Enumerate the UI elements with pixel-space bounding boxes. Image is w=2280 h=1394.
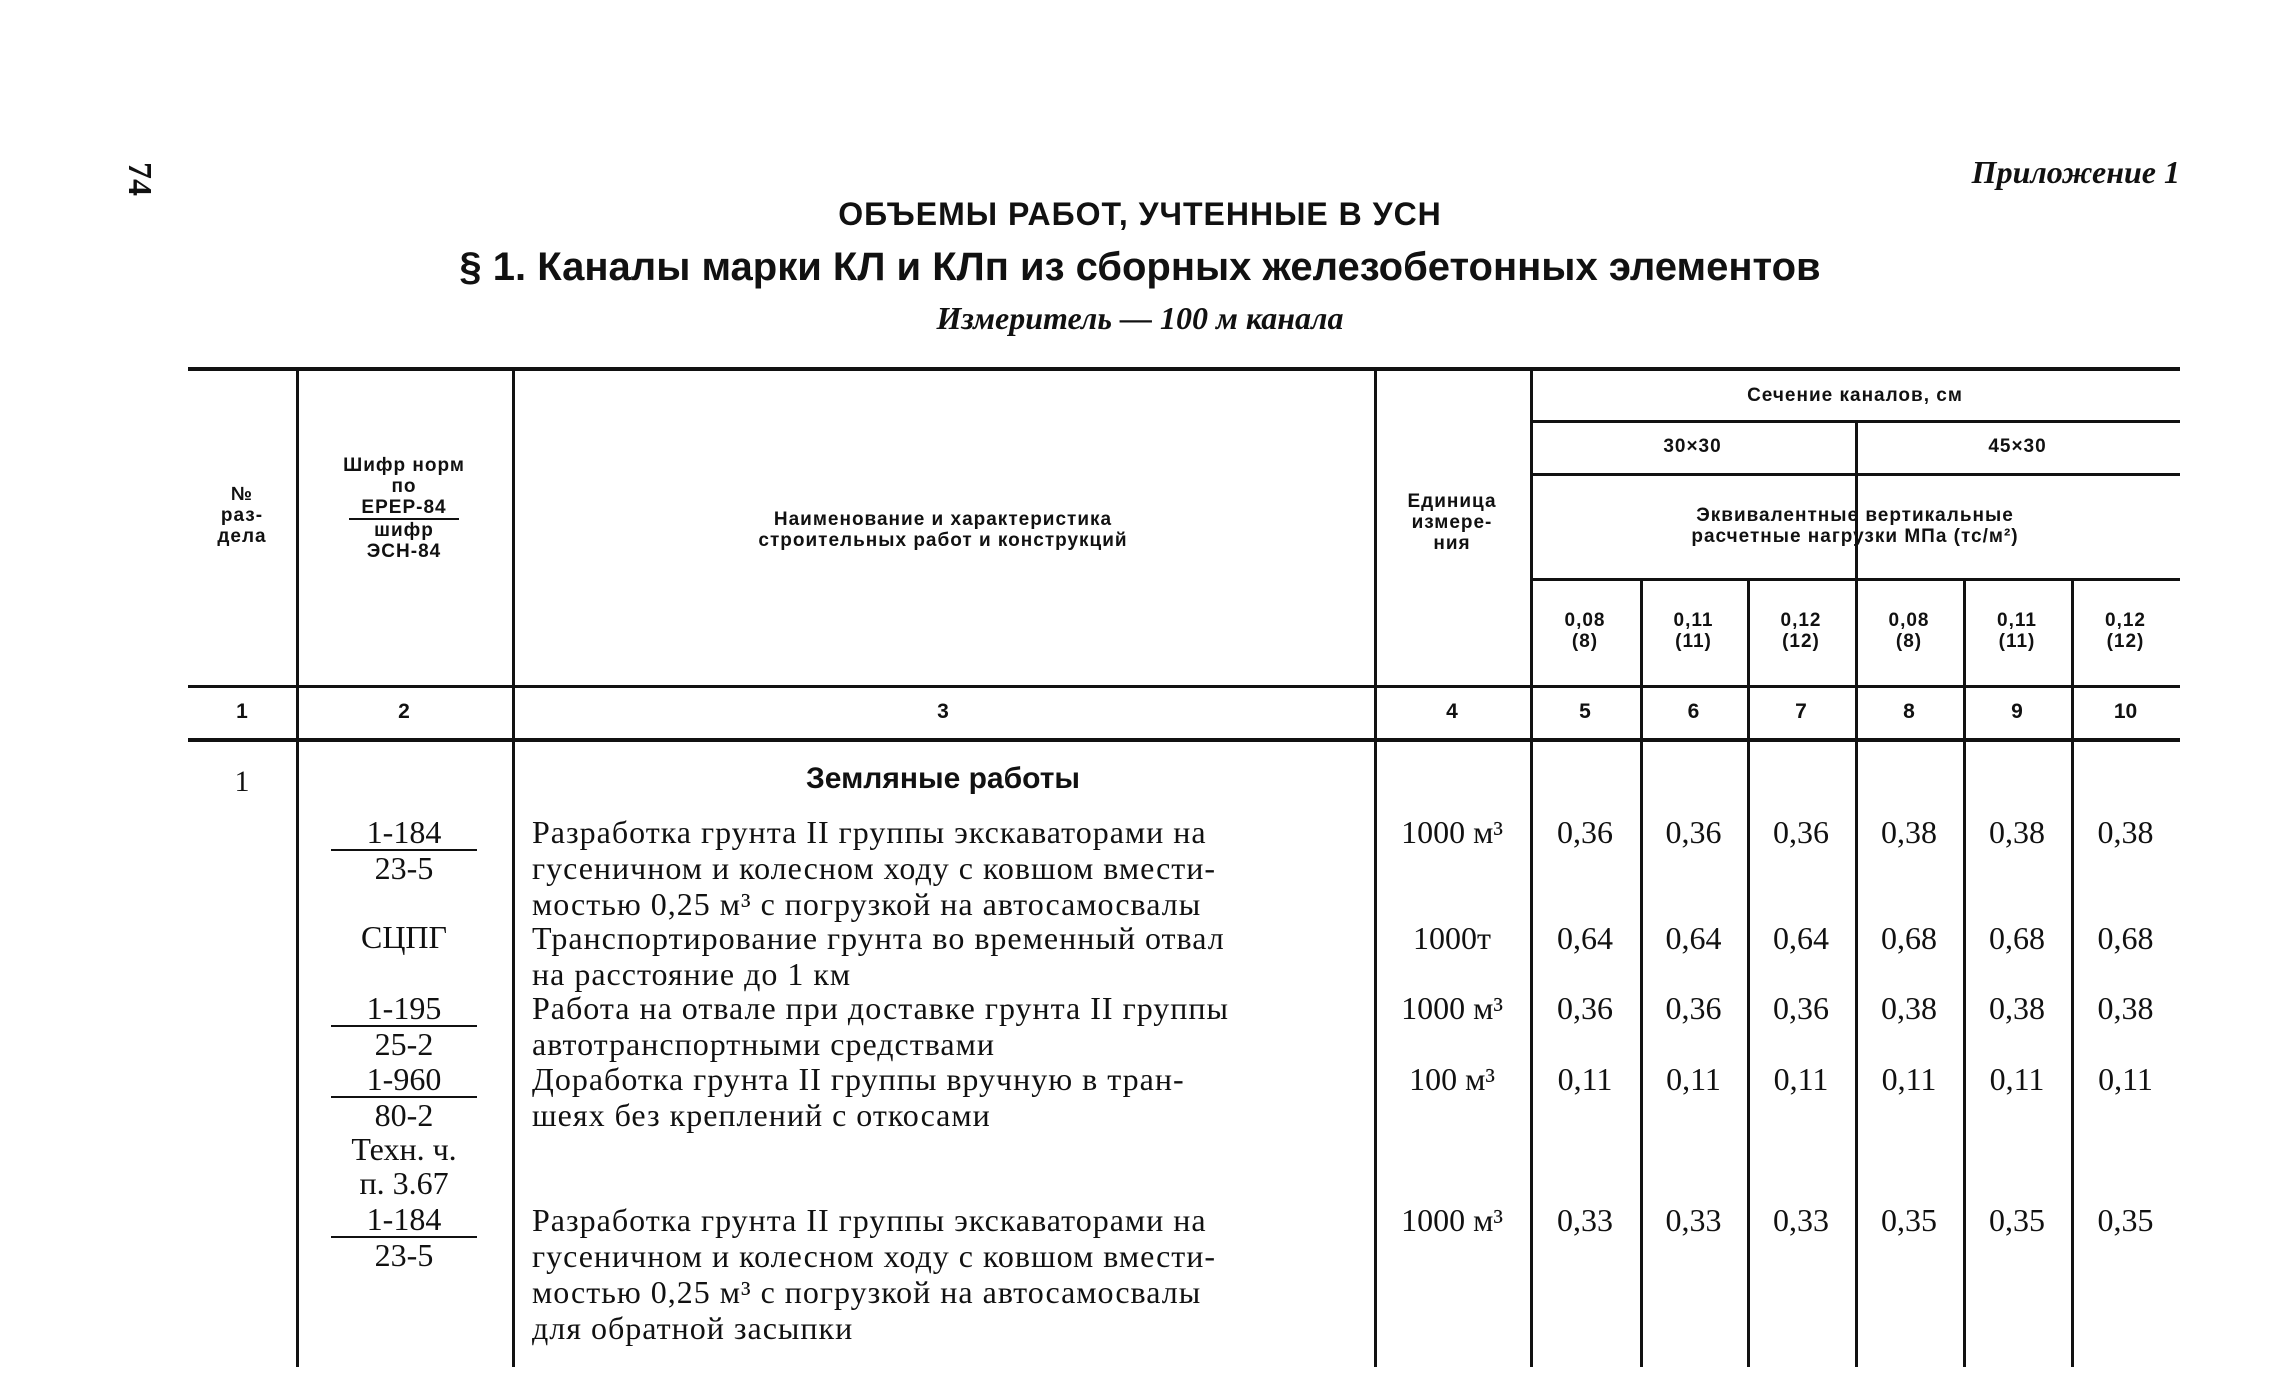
col-number: 9 (2011, 700, 2023, 723)
rule-header-bottom (188, 685, 2180, 688)
table-row-unit: 1000 м³ (1401, 990, 1503, 1026)
table-row-unit: 1000 м³ (1401, 1202, 1503, 1238)
table-row-value: 0,64 (1665, 920, 1722, 956)
table-row-value: 0,11 (2098, 1061, 2153, 1097)
header-unit: Единица измере- ния (1407, 491, 1497, 554)
load-header-3: 0,12 (12) (1780, 610, 1822, 652)
header-size-45x30: 45×30 (1988, 436, 2047, 457)
col-number: 10 (2113, 700, 2138, 723)
section-number: 1 (234, 765, 250, 798)
col-number: 4 (1446, 700, 1458, 723)
table-row-value: 0,35 (1989, 1202, 2045, 1238)
table-row-value: 0,36 (1773, 814, 1829, 850)
table-row-value: 0,36 (1557, 990, 1613, 1026)
table-row-value: 0,64 (1557, 920, 1613, 956)
table-row-value: 0,33 (1773, 1202, 1829, 1238)
col-divider-8 (1963, 578, 1966, 1367)
col-divider-5 (1640, 578, 1643, 1367)
table-row-value: 0,35 (1881, 1202, 1937, 1238)
table-row-value: 0,64 (1773, 920, 1829, 956)
table-row-value: 0,38 (1881, 814, 1937, 850)
load-header-6: 0,12 (12) (2105, 610, 2146, 652)
table-row-value: 0,68 (1881, 920, 1937, 956)
table-row-value: 0,36 (1557, 814, 1613, 850)
measure-unit-note: Измеритель — 100 м канала (936, 300, 1344, 336)
table-row-code: 1-184 23-5 (296, 815, 512, 885)
header-size-30x30: 30×30 (1663, 436, 1722, 457)
load-header-1: 0,08 (8) (1564, 610, 1606, 652)
section-name: Земляные работы (805, 762, 1081, 795)
col-number: 7 (1795, 700, 1807, 723)
col-divider-6 (1747, 578, 1750, 1367)
table-row-value: 0,11 (1989, 1061, 2045, 1097)
table-row-description: Разработка грунта II группы экскаваторами на гусеничном и колесном ходу с ковшом вмести- мостью 0,25 м³ с погрузкой на автосамосвалы для обратной засыпки (532, 1202, 1217, 1346)
col-number: 5 (1579, 700, 1591, 723)
table-row-description: Транспортирование грунта во временный отвал на расстояние до 1 км (532, 920, 1225, 992)
table-row-value: 0,33 (1665, 1202, 1722, 1238)
header-work-name: Наименование и характеристика строительных работ и конструкций (758, 509, 1128, 551)
load-header-2: 0,11 (11) (1673, 610, 1714, 652)
header-load-label: Эквивалентные вертикальные расчетные нагрузки МПа (тс/м²) (1691, 505, 2019, 547)
header-code: Шифр норм по ЕРЕР-84 шифр ЭСН-84 (343, 455, 465, 562)
table-row-value: 0,38 (2097, 990, 2154, 1026)
col-number: 6 (1687, 700, 1700, 723)
document-heading: ОБЪЕМЫ РАБОТ, УЧТЕННЫЕ В УСН (838, 196, 1442, 232)
table-row-description: Работа на отвале при доставке грунта II группы автотранспортными средствами (532, 990, 1230, 1062)
table-row-value: 0,38 (2097, 814, 2154, 850)
section-title: § 1. Каналы марки КЛ и КЛп из сборных железобетонных элементов (459, 245, 1821, 289)
col-number: 1 (236, 700, 248, 723)
table-row-value: 0,38 (1989, 814, 2045, 850)
appendix-label: Приложение 1 (1971, 154, 2180, 190)
rule-col-numbers (188, 738, 2180, 742)
table-top-rule (188, 367, 2180, 371)
table-row-code: 1-960 80-2 Техн. ч. п. 3.67 (296, 1062, 512, 1200)
table-row-description: Разработка грунта II группы экскаваторами на гусеничном и колесном ходу с ковшом вмести- мостью 0,25 м³ с погрузкой на автосамосвалы (532, 814, 1217, 922)
table-row-value: 0,68 (1989, 920, 2045, 956)
table-row-value: 0,33 (1557, 1202, 1613, 1238)
table-row-value: 0,38 (1881, 990, 1937, 1026)
table-row-value: 0,36 (1665, 990, 1722, 1026)
table-row-value: 0,68 (2097, 920, 2154, 956)
col-number: 8 (1903, 700, 1915, 723)
table-row-unit: 1000т (1413, 920, 1491, 956)
table-row-value: 0,11 (1773, 1061, 1829, 1097)
table-row-value: 0,38 (1989, 990, 2045, 1026)
col-divider-9 (2071, 578, 2074, 1367)
table-row-code: СЦПГ (360, 919, 448, 955)
table-row-value: 0,11 (1881, 1061, 1937, 1097)
table-row-description: Доработка грунта II группы вручную в тран- шеях без креплений с откосами (532, 1061, 1185, 1133)
header-section-no: № раз- дела (217, 484, 267, 547)
col-number: 3 (937, 700, 949, 723)
table-row-code: 1-184 23-5 (296, 1202, 512, 1272)
table-row-unit: 100 м³ (1409, 1061, 1495, 1097)
table-row-code: 1-195 25-2 (296, 991, 512, 1061)
table-row-value: 0,11 (1666, 1061, 1721, 1097)
table-row-value: 0,36 (1773, 990, 1829, 1026)
col-number: 2 (398, 700, 410, 723)
table-row-value: 0,35 (2097, 1202, 2154, 1238)
table-row-value: 0,36 (1665, 814, 1722, 850)
header-section-group: Сечение каналов, см (1747, 385, 1963, 406)
load-header-5: 0,11 (11) (1997, 610, 2037, 652)
table-row-value: 0,11 (1557, 1061, 1613, 1097)
page-number: 74 (121, 162, 158, 196)
table-row-unit: 1000 м³ (1401, 814, 1503, 850)
load-header-4: 0,08 (8) (1888, 610, 1930, 652)
